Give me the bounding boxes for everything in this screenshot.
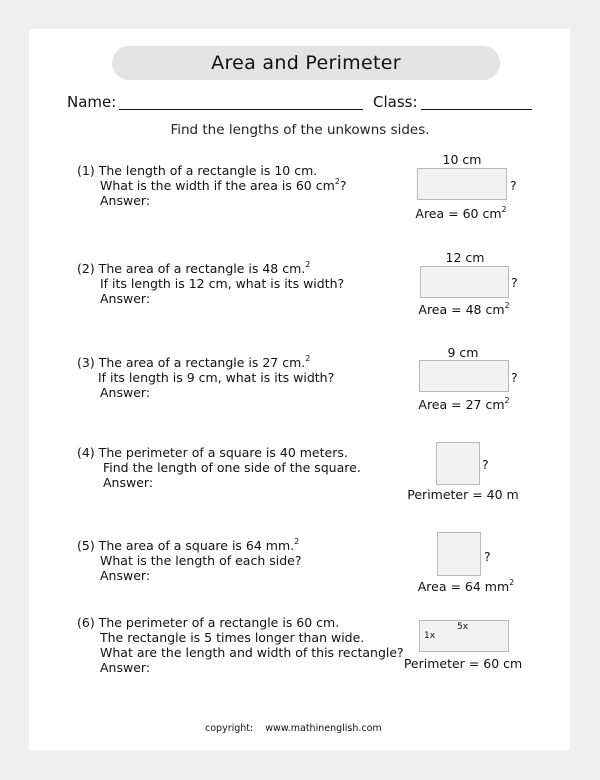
- question-4-line-1: (4) The perimeter of a square is 40 meters.: [77, 445, 348, 460]
- figure-5-square: [437, 532, 481, 576]
- question-3-line-1: (3) The area of a rectangle is 27 cm.$^2$: [77, 354, 311, 370]
- figure-3-top-label: 9 cm: [447, 345, 479, 360]
- question-5: [77, 538, 301, 583]
- class-blank-line[interactable]: [421, 109, 532, 110]
- name-label: Name:: [67, 93, 117, 111]
- figure-6-caption: Perimeter = 60 cm: [403, 656, 523, 671]
- question-6: [77, 615, 404, 675]
- question-4-line-2: Find the length of one side of the square.: [103, 460, 361, 475]
- name-blank-line[interactable]: [119, 109, 363, 110]
- figure-6-width-label: 1x: [424, 631, 436, 641]
- worksheet-title: Area and Perimeter: [112, 46, 500, 80]
- question-2: [77, 261, 344, 306]
- question-1-line-2: What is the width if the area is 60 $cm^2$?: [100, 177, 347, 193]
- question-6-line-1: (6) The perimeter of a rectangle is 60 cm.: [77, 615, 340, 630]
- figure-1-caption: Area = 60 $cm^2$: [415, 205, 507, 221]
- figure-5-side-label: ?: [484, 549, 491, 564]
- figure-4-square: [436, 442, 480, 485]
- question-6-line-3: What are the length and width of this rectangle?: [100, 645, 404, 660]
- figure-3-rectangle: [419, 360, 509, 392]
- question-4-answer-label: Answer:: [103, 475, 154, 490]
- figure-2-top-label: 12 cm: [445, 250, 485, 265]
- question-2-answer-label: Answer:: [100, 291, 151, 306]
- question-3: [77, 355, 334, 400]
- question-5-line-1: (5) The area of a square is 64 mm.$^2$: [77, 537, 300, 553]
- figure-6-length-label: 5x: [457, 622, 469, 632]
- instruction-text: Find the lengths of the unkowns sides.: [170, 122, 430, 138]
- copyright-footer: copyright: www.mathinenglish.com: [205, 723, 382, 734]
- question-6-answer-label: Answer:: [100, 660, 151, 675]
- figure-2-rectangle: [420, 266, 509, 298]
- figure-3-caption: Area = 27 $cm^2$: [418, 396, 510, 412]
- figure-4-side-label: ?: [482, 457, 489, 472]
- question-4: [77, 445, 361, 490]
- question-6-line-2: The rectangle is 5 times longer than wide.: [100, 630, 365, 645]
- figure-2-side-label: ?: [511, 275, 518, 290]
- figure-1-rectangle: [417, 168, 507, 200]
- question-2-line-1: (2) The area of a rectangle is 48 cm.$^2$: [77, 260, 311, 276]
- class-label: Class:: [373, 93, 418, 111]
- question-1-line-1: (1) The length of a rectangle is 10 cm.: [77, 163, 318, 178]
- figure-1-top-label: 10 cm: [442, 152, 482, 167]
- question-3-line-2: If its length is 9 cm, what is its width?: [98, 370, 335, 385]
- question-5-answer-label: Answer:: [100, 568, 151, 583]
- question-3-answer-label: Answer:: [100, 385, 151, 400]
- question-1-answer-label: Answer:: [100, 193, 151, 208]
- figure-3-side-label: ?: [511, 370, 518, 385]
- figure-5-caption: Area = 64 $mm^2$: [417, 578, 515, 594]
- question-1: [77, 163, 347, 208]
- figure-4-caption: Perimeter = 40 m: [407, 487, 519, 502]
- figure-1-side-label: ?: [510, 178, 517, 193]
- figure-2-caption: Area = 48 $cm^2$: [418, 301, 510, 317]
- question-2-line-2: If its length is 12 cm, what is its width?: [100, 276, 345, 291]
- question-5-line-2: What is the length of each side?: [100, 553, 302, 568]
